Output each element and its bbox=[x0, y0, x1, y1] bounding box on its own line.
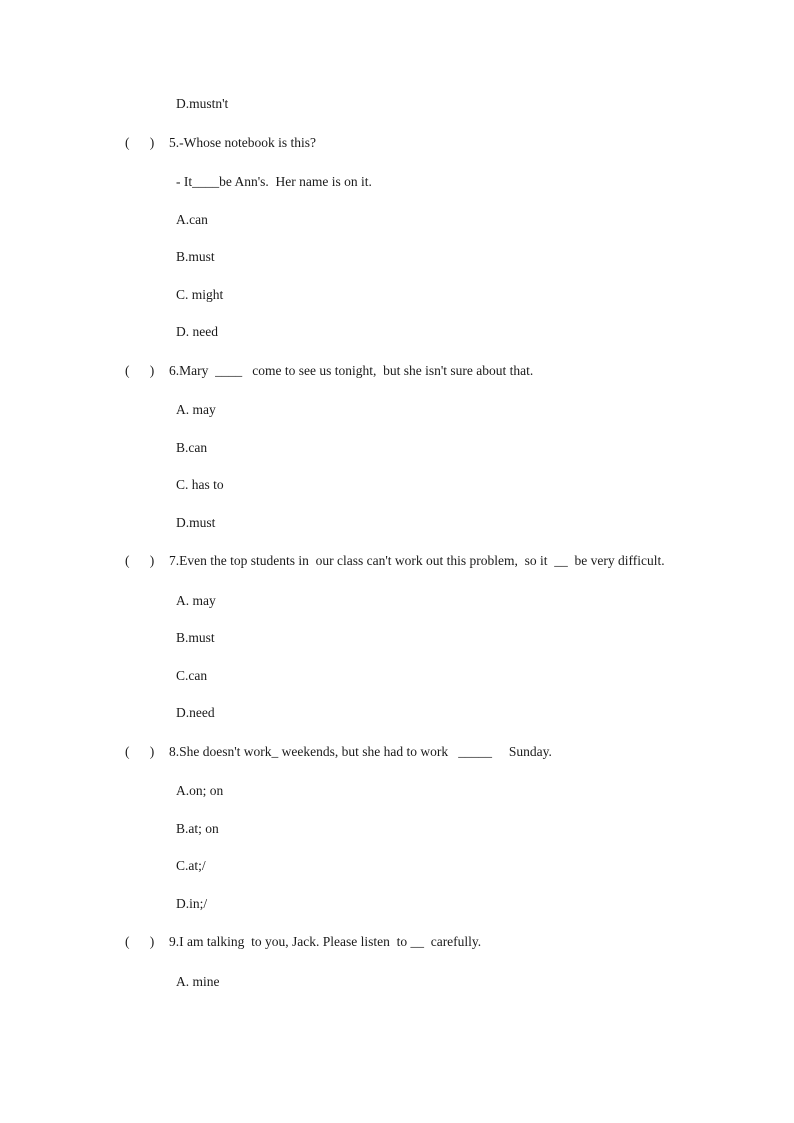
question-5-option-d: D. need bbox=[176, 324, 218, 339]
question-7-stem: 7.Even the top students in our class can't work out this problem, so it __ be very difficult. bbox=[169, 553, 665, 568]
question-6-stem: 6.Mary ____ come to see us tonight, but she isn't sure about that. bbox=[169, 363, 534, 378]
question-5-option-a: A.can bbox=[176, 212, 208, 227]
question-6-option-c: C. has to bbox=[176, 477, 224, 492]
question-8-option-a: A.on; on bbox=[176, 783, 224, 798]
question-6-option-b: B.can bbox=[176, 440, 208, 455]
question-9-option-a: A. mine bbox=[176, 974, 220, 989]
question-8-option-b: B.at; on bbox=[176, 821, 219, 836]
question-6-option-a: A. may bbox=[176, 402, 216, 417]
question-5-option-b: B.must bbox=[176, 249, 215, 264]
question-7-option-a: A. may bbox=[176, 593, 216, 608]
question-5-sub: - It____be Ann's. Her name is on it. bbox=[176, 174, 372, 189]
question-8-option-c: C.at;/ bbox=[176, 858, 206, 873]
question-7-option-b: B.must bbox=[176, 630, 215, 645]
answer-bracket-q5: ( ) bbox=[125, 135, 155, 150]
question-6-option-d: D.must bbox=[176, 515, 216, 530]
answer-bracket-q7: ( ) bbox=[125, 553, 155, 568]
option-d-prev: D.mustn't bbox=[176, 96, 229, 111]
question-5-stem: 5.-Whose notebook is this? bbox=[169, 135, 316, 150]
answer-bracket-q9: ( ) bbox=[125, 934, 155, 949]
question-7-option-d: D.need bbox=[176, 705, 215, 720]
question-7-option-c: C.can bbox=[176, 668, 208, 683]
question-8-stem: 8.She doesn't work_ weekends, but she had to work _____ Sunday. bbox=[169, 744, 552, 759]
question-8-option-d: D.in;/ bbox=[176, 896, 208, 911]
question-9-stem: 9.I am talking to you, Jack. Please listen to __ carefully. bbox=[169, 934, 482, 949]
answer-bracket-q8: ( ) bbox=[125, 744, 155, 759]
question-5-option-c: C. might bbox=[176, 287, 224, 302]
answer-bracket-q6: ( ) bbox=[125, 363, 155, 378]
